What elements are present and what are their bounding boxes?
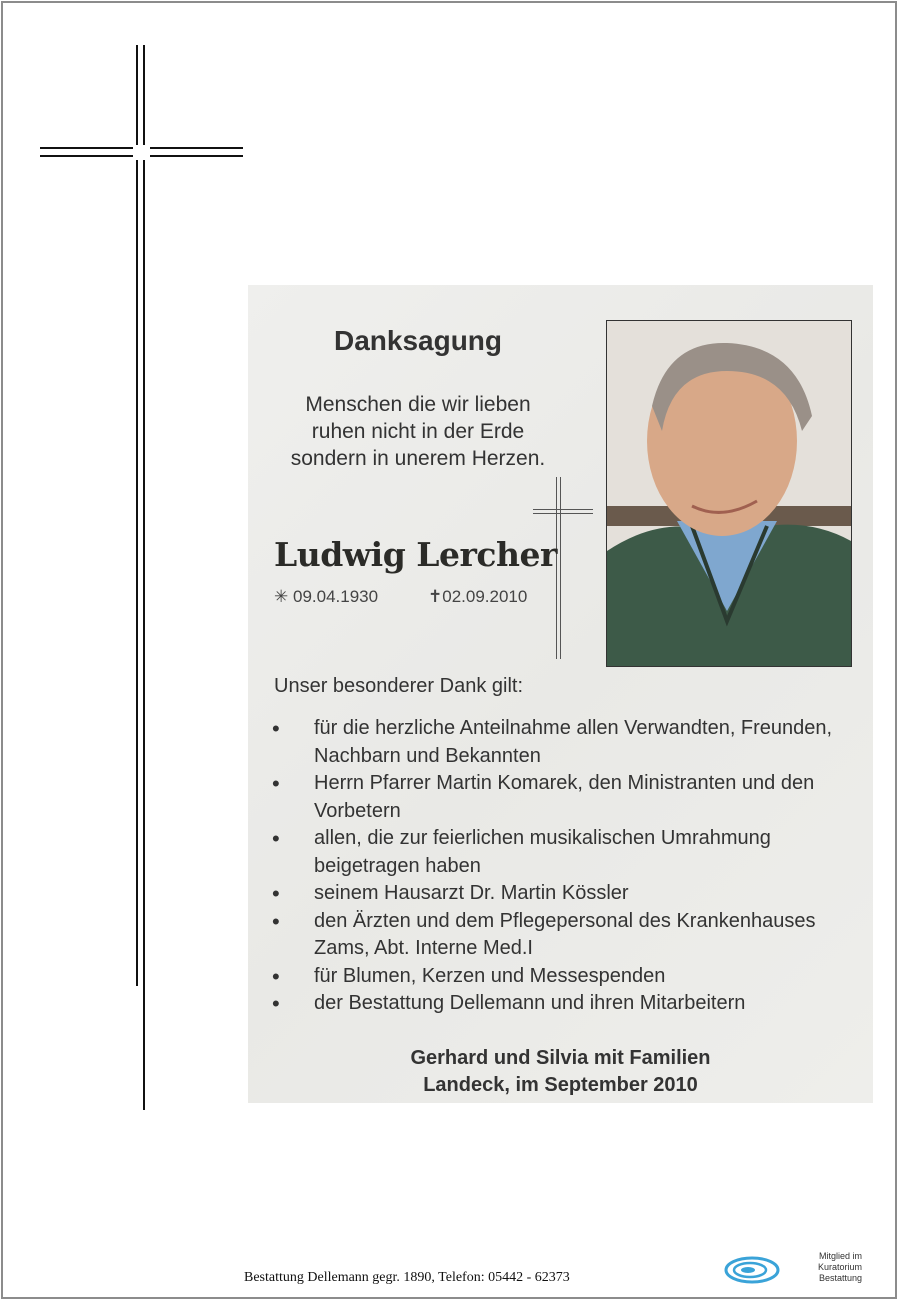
verse-line: ruhen nicht in der Erde — [311, 420, 525, 443]
signature-line: Gerhard und Silvia mit Familien — [410, 1047, 711, 1069]
verse — [248, 391, 588, 472]
list-item: • für die herzliche Anteilnahme allen Verwandten, Freunden, Nachbarn und Bekannten — [270, 715, 850, 770]
death-date: ✝02.09.2010 — [428, 587, 528, 606]
list-item: • für Blumen, Kerzen und Messespenden — [270, 963, 850, 991]
list-item: • seinem Hausarzt Dr. Martin Kössler — [270, 880, 850, 908]
signature-line: Landeck, im September 2010 — [423, 1074, 698, 1096]
cross-icon: ✝ — [428, 587, 443, 606]
list-item: • der Bestattung Dellemann und ihren Mitarbeitern — [270, 990, 850, 1018]
list-item: • allen, die zur feierlichen musikalischen Umrahmung beigetragen haben — [270, 825, 850, 880]
deceased-name: Ludwig Lercher — [274, 535, 557, 574]
list-item: • den Ärzten und dem Pflegepersonal des Krankenhauses Zams, Abt. Interne Med.I — [270, 908, 850, 963]
list-item: • Herrn Pfarrer Martin Komarek, den Ministranten und den Vorbetern — [270, 770, 850, 825]
signature — [248, 1045, 873, 1099]
thanks-intro: Unser besonderer Dank gilt: — [274, 675, 524, 697]
star-icon: ✳ — [274, 587, 289, 606]
verse-line: Menschen die wir lieben — [305, 393, 531, 416]
footer-text: Bestattung Dellemann gegr. 1890, Telefon: 05442 - 62373 — [244, 1270, 570, 1285]
kuratorium-logo: Mitglied im Kuratorium Bestattung — [722, 1248, 862, 1288]
notice-title: Danksagung — [333, 325, 503, 356]
newspaper-clipping — [248, 285, 873, 1103]
verse-line: sondern in unerem Herzen. — [290, 447, 546, 470]
thanks-list — [270, 715, 850, 1018]
portrait-photo — [606, 320, 852, 667]
birth-date: ✳ 09.04.1930 — [274, 587, 379, 606]
